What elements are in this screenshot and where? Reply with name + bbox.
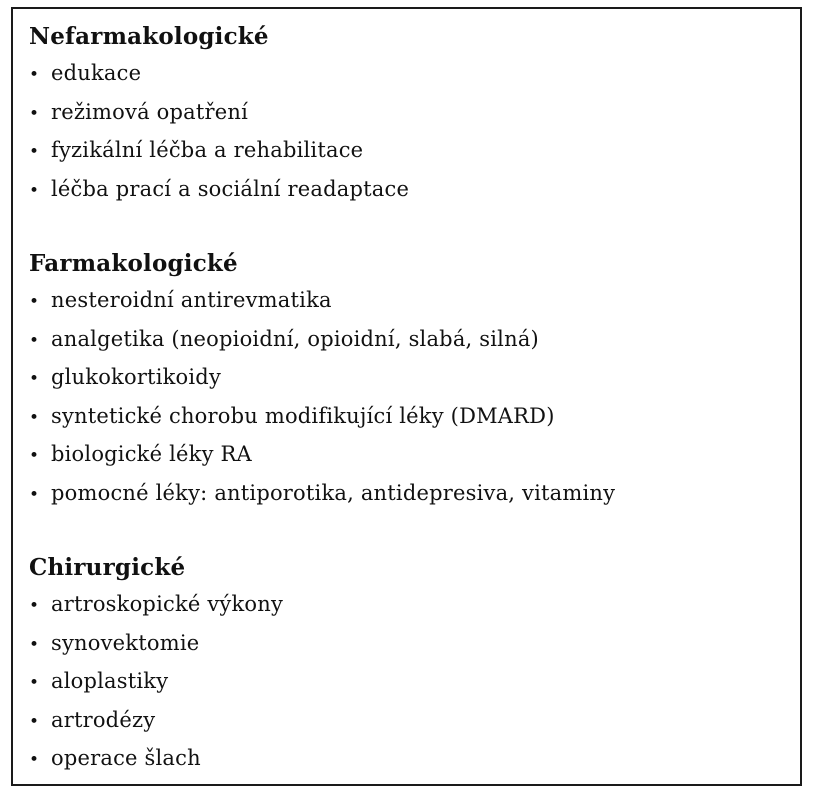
list-item <box>29 624 800 663</box>
bullet-icon: • <box>29 634 40 655</box>
list-item <box>29 320 800 359</box>
bullet-icon: • <box>29 673 40 693</box>
list-item <box>29 474 800 513</box>
bullet-icon: • <box>29 484 40 505</box>
item-list <box>29 585 800 778</box>
section-nonpharmacological <box>29 19 800 208</box>
list-item <box>29 435 800 474</box>
section-heading: Chirurgické <box>29 554 186 581</box>
list-item-text: syntetické chorobu modifikující léky (DMARD) <box>51 403 555 428</box>
list-item-text: režimová opatření <box>51 99 249 124</box>
list-item-text: pomocné léky: antiporotika, antidepresiva, vitaminy <box>51 480 616 505</box>
list-item-text: nesteroidní antirevmatika <box>51 288 332 312</box>
list-item-text: glukokortikoidy <box>51 365 222 389</box>
list-item <box>29 281 800 320</box>
list-item-text: biologické léky RA <box>51 442 252 466</box>
bullet-icon: • <box>29 103 40 124</box>
list-item <box>29 701 800 740</box>
section-heading: Nefarmakologické <box>29 23 269 50</box>
list-item <box>29 585 800 624</box>
bullet-icon: • <box>29 142 40 162</box>
section-surgical <box>29 550 800 778</box>
bullet-icon: • <box>29 180 40 201</box>
bullet-icon: • <box>29 369 40 389</box>
bullet-icon: • <box>29 750 40 770</box>
bullet-icon: • <box>29 711 40 732</box>
list-item <box>29 739 800 778</box>
list-item-text: artrodézy <box>51 707 156 732</box>
list-item <box>29 54 800 93</box>
section-heading: Farmakologické <box>29 250 238 277</box>
list-item-text: fyzikální léčba a rehabilitace <box>51 138 364 162</box>
list-item-text: analgetika (neopioidní, opioidní, slabá, silná) <box>51 326 539 351</box>
list-item <box>29 397 800 436</box>
list-item-text: synovektomie <box>51 630 200 655</box>
list-item <box>29 170 800 209</box>
list-item <box>29 358 800 397</box>
item-list <box>29 54 800 208</box>
list-item-text: léčba prací a sociální readaptace <box>51 176 410 201</box>
bullet-icon: • <box>29 292 40 312</box>
section-pharmacological <box>29 246 800 512</box>
item-list <box>29 281 800 512</box>
bullet-icon: • <box>29 407 40 428</box>
treatment-box <box>11 7 802 786</box>
list-item-text: aloplastiky <box>51 669 169 693</box>
bullet-icon: • <box>29 65 40 85</box>
list-item-text: artroskopické výkony <box>51 592 284 616</box>
bullet-icon: • <box>29 446 40 466</box>
list-item <box>29 662 800 701</box>
bullet-icon: • <box>29 330 40 351</box>
list-item-text: operace šlach <box>51 746 201 770</box>
bullet-icon: • <box>29 596 40 616</box>
list-item <box>29 93 800 132</box>
list-item <box>29 131 800 170</box>
list-item-text: edukace <box>51 61 142 85</box>
